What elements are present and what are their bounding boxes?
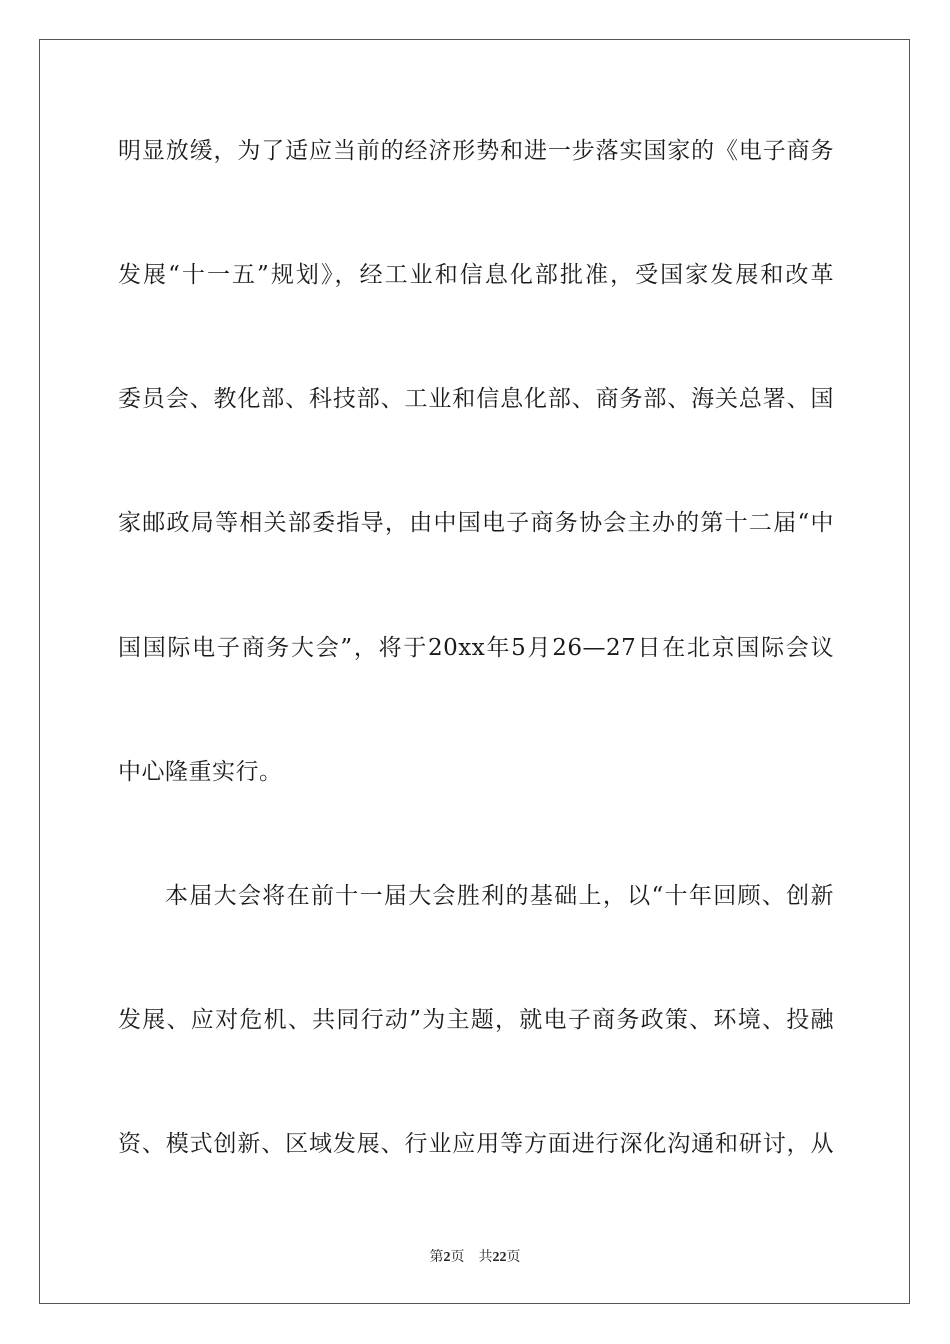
text-line: 明显放缓，为了适应当前的经济形势和进一步落实国家的《电子商务: [118, 138, 834, 164]
text-line: 中心隆重实行。: [118, 759, 283, 785]
text-line: 资、模式创新、区域发展、行业应用等方面进行深化沟通和研讨，从: [118, 1131, 834, 1157]
text-line: 委员会、教化部、科技部、工业和信息化部、商务部、海关总署、国: [118, 386, 834, 412]
page-border: [39, 39, 910, 1304]
page-label-prefix: 第: [429, 1249, 444, 1265]
paragraph-first-line: 本届大会将在前十一届大会胜利的基础上，以“十年回顾、创新: [165, 883, 834, 909]
text-line: 国国际电子商务大会”，将于20xx年5月26—27日在北京国际会议: [118, 635, 834, 661]
page-footer: [0, 1248, 950, 1267]
text-line: 发展“十一五”规划》，经工业和信息化部批准，受国家发展和改革: [118, 262, 834, 288]
text-line: 家邮政局等相关部委指导，由中国电子商务协会主办的第十二届“中: [118, 510, 834, 536]
total-label-prefix: 共: [478, 1249, 493, 1265]
current-page-number: 2: [443, 1250, 451, 1265]
total-label-suffix: 页: [506, 1249, 521, 1265]
page-label-suffix: 页: [450, 1249, 465, 1265]
total-page-count: 22: [492, 1250, 507, 1265]
text-line: 发展、应对危机、共同行动”为主题，就电子商务政策、环境、投融: [118, 1007, 834, 1033]
